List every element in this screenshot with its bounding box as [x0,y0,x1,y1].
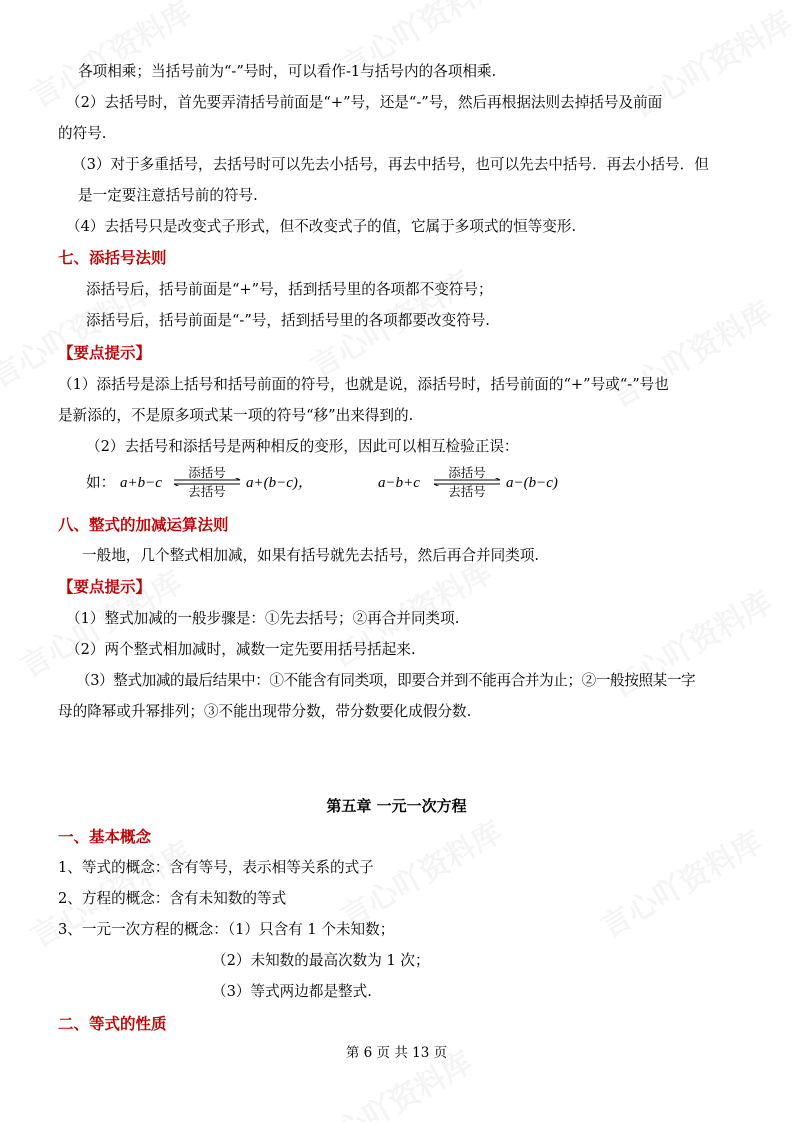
section-heading: 七、添括号法则 [58,248,167,267]
concept-line: 1、等式的概念：含有等号，表示相等关系的式子 [58,859,374,876]
rule-text: 添括号后，括号前面是“-”号，括到括号里的各项都要改变符号. [86,312,490,329]
page-footer: 第 6 页 共 13 页 [345,1045,448,1061]
text-line: （2）去括号时，首先要弄清括号前面是“+”号，还是“-”号，然后再根据法则去掉括号及前面 [66,94,663,111]
formula-right: a+(b−c)， [246,475,313,491]
tip-text: （1）添括号是添上括号和括号前面的符号，也就是说，添括号时，括号前面的“+”号或“-”号也 [58,376,669,393]
text-line: 是一定要注意括号前的符号. [78,187,258,204]
concept-line: 2、方程的概念：含有未知数的等式 [58,890,287,907]
tip-text: （3）整式加减的最后结果中：①不能含有同类项，即要合并到不能再合并为止；②一般按照某一字 [76,672,696,689]
double-arrow [432,466,502,500]
tip-text: （1）整式加减的一般步骤是：①先去括号；②再合并同类项. [66,610,460,627]
formula-left: a−b+c [378,475,420,491]
section-heading: 八、整式的加减运算法则 [58,515,229,534]
body-text: 一般地，几个整式相加减，如果有括号就先去括号，然后再合并同类项. [82,547,540,564]
tip-text: 是新添的，不是原多项式某一项的符号“移”出来得到的. [58,407,414,424]
rule-text: 添括号后，括号前面是“+”号，括到括号里的各项都不变符号； [86,281,493,298]
example-prefix: 如： [86,474,116,491]
concept-subline: （2）未知数的最高次数为 1 次； [212,952,430,969]
concept-subline: （3）等式两边都是整式. [212,983,372,1000]
tip-heading: 【要点提示】 [58,577,152,596]
text-line: （3）对于多重括号，去括号时可以先去小括号，再去中括号，也可以先去中括号．再去小括号．但 [72,156,709,173]
concept-line: 3、一元一次方程的概念：（1）只含有 1 个未知数； [58,921,395,938]
formula-right: a−(b−c) [506,475,558,491]
formula-left: a+b−c [120,475,162,491]
tip-heading: 【要点提示】 [58,343,152,362]
arrow-label-bottom: 去括号 [448,484,486,499]
section-heading: 二、等式的性质 [58,1014,167,1033]
tip-text: （2）两个整式相加减时，减数一定先要用括号括起来. [66,641,416,658]
text-line: 的符号. [58,125,107,142]
section-heading: 一、基本概念 [58,827,152,846]
tip-text: 母的降幂或升幂排列；③不能出现带分数，带分数要化成假分数. [58,703,472,720]
arrow-label-top: 添括号 [448,465,486,480]
chapter-title: 第五章 一元一次方程 [326,797,467,815]
arrow-label-bottom: 去括号 [188,484,226,499]
tip-text: （2）去括号和添括号是两种相反的变形，因此可以相互检验正误： [86,438,519,455]
arrow-label-top: 添括号 [188,465,226,480]
text-line: （4）去括号只是改变式子形式，但不改变式子的值，它属于多项式的恒等变形. [66,218,577,235]
double-arrow [172,466,242,500]
text-line: 各项相乘；当括号前为“-”号时，可以看作-1与括号内的各项相乘. [78,63,497,80]
